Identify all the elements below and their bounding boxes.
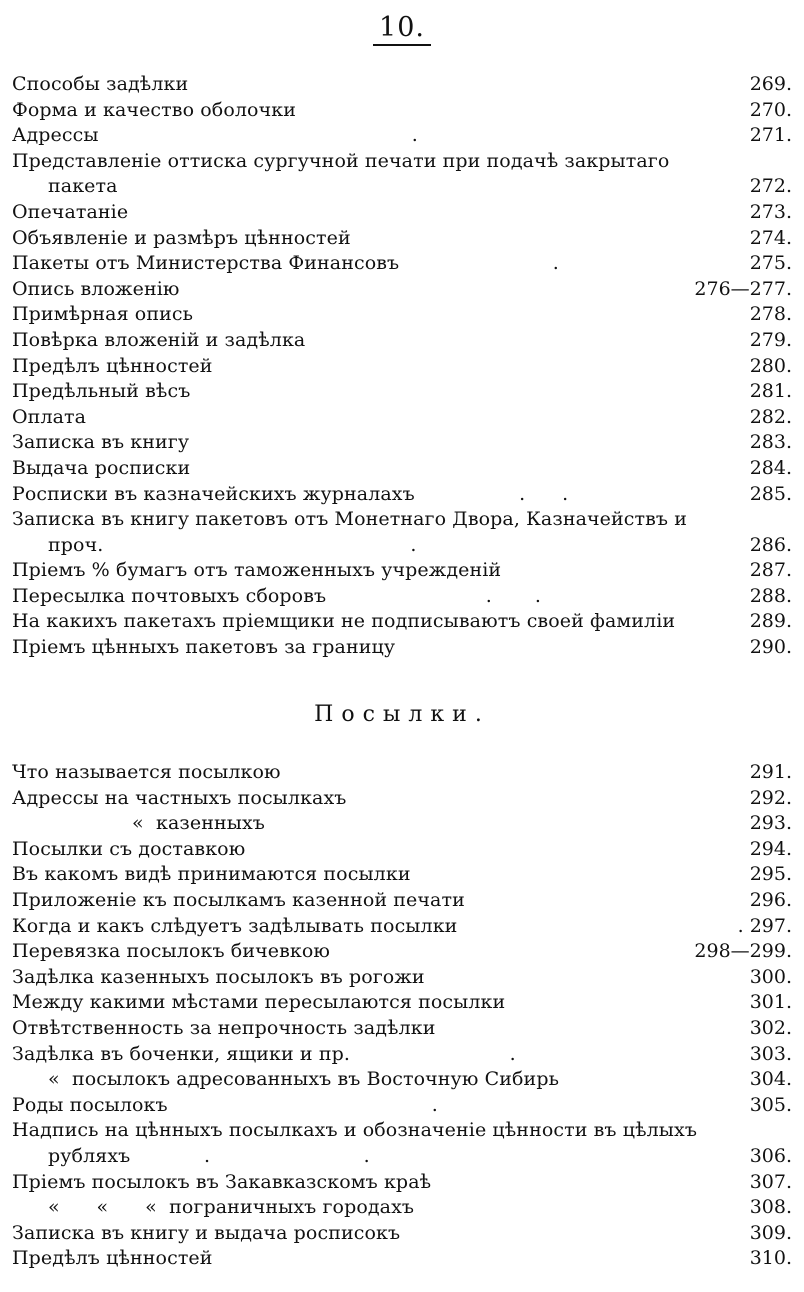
toc-entry: Приложеніе къ посылкамъ казенной печати 296.: [12, 888, 792, 911]
toc-section-2: [12, 760, 792, 1272]
toc-entry: Предѣлъ цѣнностей 280.: [12, 354, 792, 377]
toc-entry: Записка въ книгу пакетовъ отъ Монетнаго Двора, Казначействъ и: [12, 508, 688, 531]
toc-entry: Записка въ книгу 283.: [12, 431, 792, 454]
toc-entry: Посылки съ доставкою 294.: [12, 837, 792, 860]
toc-entry: Пріемъ посылокъ въ Закавказскомъ краѣ 307.: [12, 1170, 792, 1193]
toc-entry-continuation: проч. . 286.: [48, 533, 792, 556]
toc-entry: Задѣлка въ боченки, ящики и пр. . 303.: [12, 1042, 792, 1065]
toc-entry: Опись вложенію 276—277.: [12, 277, 792, 300]
toc-section-1: [12, 72, 792, 661]
toc-entry-continuation: пакета 272.: [48, 175, 792, 198]
toc-entry: Отвѣтственность за непрочность задѣлки 302.: [12, 1016, 792, 1039]
section-heading: Посылки.: [314, 702, 490, 727]
toc-entry: Примѣрная опись 278.: [12, 303, 792, 326]
toc-entry: Когда и какъ слѣдуетъ задѣлывать посылки . 297.: [12, 914, 792, 937]
toc-entry-continuation: рубляхъ . . 306.: [48, 1144, 792, 1167]
toc-entry: Предѣльный вѣсъ 281.: [12, 380, 792, 403]
toc-entry: Форма и качество оболочки 270.: [12, 98, 792, 121]
toc-entry: Задѣлка казенныхъ посылокъ въ рогожи 300.: [12, 965, 792, 988]
toc-entry: Между какими мѣстами пересылаются посылки 301.: [12, 991, 792, 1014]
page-number-text: 10.: [373, 12, 431, 46]
toc-entry: Записка въ книгу и выдача росписокъ 309.: [12, 1221, 792, 1244]
toc-entry: Перевязка посылокъ бичевкою 298—299.: [12, 940, 792, 963]
toc-entry: Пакеты отъ Министерства Финансовъ . 275.: [12, 252, 792, 275]
toc-entry: Представленіе оттиска сургучной печати при подачѣ закрытаго: [12, 149, 670, 172]
toc-entry-ditto: « « « пограничныхъ городахъ 308.: [48, 1196, 792, 1219]
toc-entry: Росписки въ казначейскихъ журналахъ . . 285.: [12, 482, 792, 505]
toc-entry: Надпись на цѣнныхъ посылкахъ и обозначеніе цѣнности въ цѣлыхъ: [12, 1119, 698, 1142]
toc-entry: Предѣлъ цѣнностей 310.: [12, 1247, 792, 1270]
toc-entry: Выдача росписки 284.: [12, 456, 792, 479]
toc-entry: Повѣрка вложеній и задѣлка 279.: [12, 328, 792, 351]
page-number: [0, 12, 804, 46]
toc-entry: Роды посылокъ . 305.: [12, 1093, 792, 1116]
toc-entry: Способы задѣлки 269.: [12, 73, 792, 95]
toc-entry: Что называется посылкою 291.: [12, 761, 792, 783]
toc-entry: На какихъ пакетахъ пріемщики не подписываютъ своей фамиліи 289.: [12, 610, 792, 633]
toc-entry-ditto: « посылокъ адресованныхъ въ Восточную Сибирь 304.: [48, 1068, 792, 1091]
toc-entry: Опечатаніе 273.: [12, 200, 792, 223]
toc-entry: Пріемъ цѣнныхъ пакетовъ за границу 290.: [12, 636, 792, 659]
toc-entry-ditto: « казенныхъ 293.: [132, 812, 792, 835]
toc-entry: Въ какомъ видѣ принимаются посылки 295.: [12, 863, 792, 886]
toc-entry: Пріемъ % бумагъ отъ таможенныхъ учрежденій 287.: [12, 559, 792, 582]
toc-entry: Адрессы . 271.: [12, 124, 792, 147]
toc-entry: Оплата 282.: [12, 405, 792, 428]
toc-entry: Адрессы на частныхъ посылкахъ 292.: [12, 786, 792, 809]
toc-entry: Объявленіе и размѣръ цѣнностей 274.: [12, 226, 792, 249]
toc-entry: Пересылка почтовыхъ сборовъ . . 288.: [12, 584, 792, 607]
